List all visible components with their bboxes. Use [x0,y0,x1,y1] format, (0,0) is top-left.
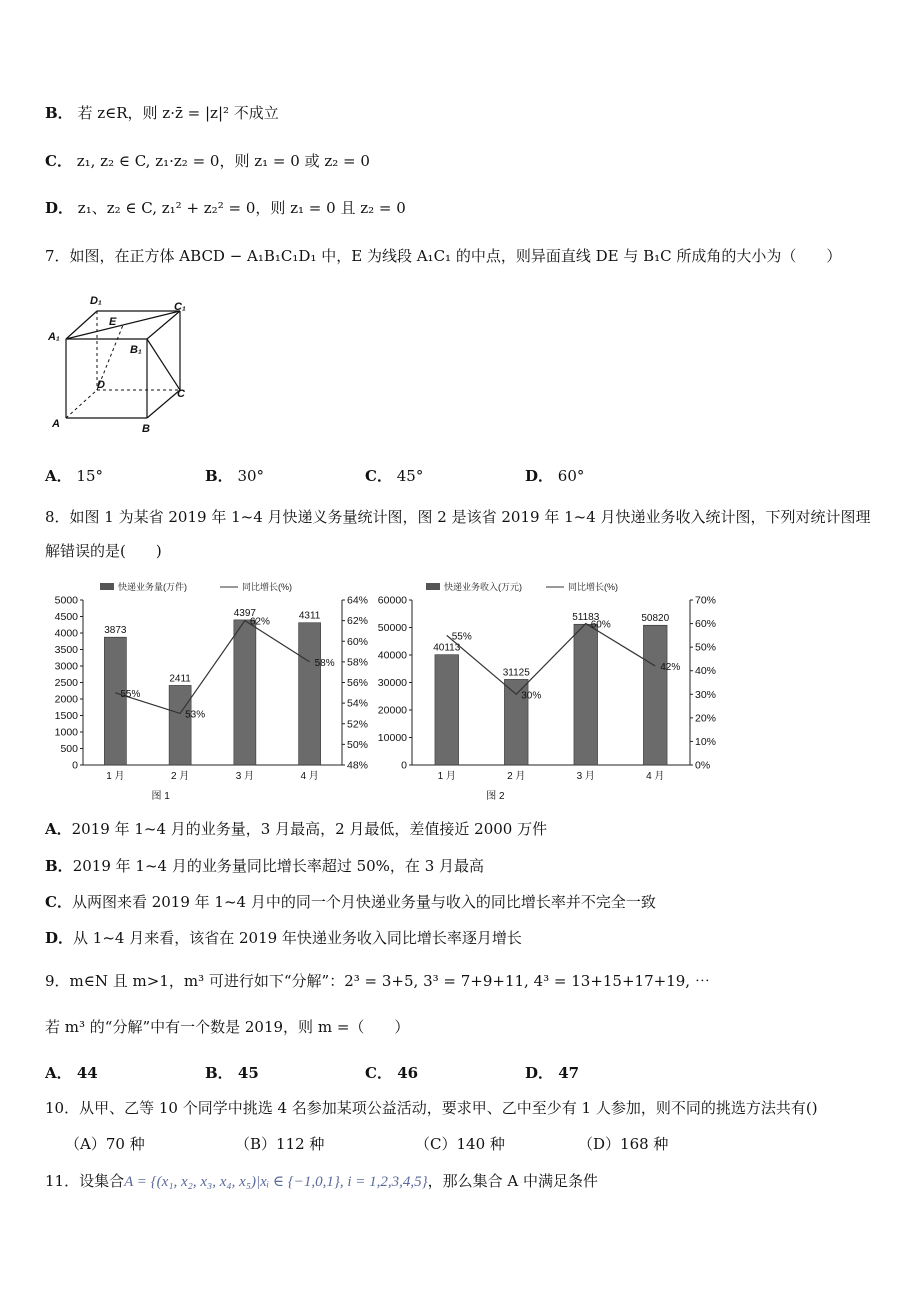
figure-caption: 图 1 [151,791,170,802]
q11-prefix: 11．设集合 [45,1172,125,1190]
q7-option-c: C． 45° [365,467,424,485]
option-letter: C． [45,152,72,170]
tick-label-right: 60% [695,618,717,631]
label-a: A [52,418,60,430]
category-label: 4 月 [300,771,319,782]
tick-label-left: 1000 [54,726,78,739]
tick-label-left: 10000 [377,732,407,744]
label-d: D [97,379,105,391]
q10-stem: 10．从甲、乙等 10 个同学中挑选 4 名参加某项公益活动，要求甲、乙中至少有 1 人参加，则不同的挑选方法共有() [45,1099,818,1117]
tick-label-left: 1500 [54,710,78,722]
legend-bar-label: 快递业务量(万件) [118,582,187,592]
q11-stem [45,1170,598,1193]
growth-value-label: 53% [185,709,206,721]
tick-label-right: 10% [695,735,717,748]
label-e: E [109,316,117,328]
bar [234,620,256,765]
category-label: 3 月 [576,771,595,782]
q9-option-d: D． 47 [525,1064,580,1082]
q6-option-d [45,197,406,219]
q11-suffix: ，那么集合 A 中满足条件 [427,1172,598,1190]
bar-value-label: 40113 [433,642,461,654]
q8-option-b: B．2019 年 1~4 月的业务量同比增长率超过 50%，在 3 月最高 [45,857,485,875]
q7-stem: 7．如图，在正方体 ABCD − A₁B₁C₁D₁ 中，E 为线段 A₁C₁ 的中点，则异面直线 DE 与 B₁C 所成角的大小为（ ） [45,247,842,265]
tick-label-right: 60% [347,635,369,648]
growth-value-label: 62% [249,616,270,628]
bar [104,637,126,765]
legend-bar-swatch [100,583,114,590]
tick-label-right: 50% [695,641,717,654]
q9-option-a: A． 44 [45,1064,98,1082]
tick-label-right: 52% [347,718,369,731]
tick-label-right: 64% [347,594,369,607]
bar [435,655,459,765]
growth-value-label: 55% [451,631,472,643]
option-letter: D． [45,199,74,217]
tick-label-right: 58% [347,656,369,669]
legend-line-label: 同比增长(%) [568,582,618,592]
label-d1: D₁ [90,295,102,307]
growth-line [447,624,656,695]
chart-figure-1 [45,578,380,808]
option-letter: B． [45,104,73,122]
legend-bar-label: 快递业务收入(万元) [444,582,522,592]
q11-set-expression: A = {(x₁, x₂, x₃, x₄, x₅)|xᵢ ∈ {−1,0,1}, i = 1,2,3,4,5} [124,1174,428,1190]
bar-value-label: 2411 [169,673,191,685]
cube-figure [42,293,202,443]
tick-label-right: 70% [695,594,717,607]
category-label: 1 月 [106,771,125,782]
q10-option-d: （D）168 种 [578,1135,669,1153]
option-text: 若 z∈R，则 z·z̄ = |z|² 不成立 [77,104,279,122]
tick-label-right: 50% [347,738,369,751]
growth-value-label: 58% [314,657,335,669]
tick-label-left: 2000 [54,693,78,706]
tick-label-right: 40% [695,665,717,678]
bar-value-label: 51183 [572,612,600,624]
tick-label-right: 54% [347,697,369,710]
category-label: 2 月 [507,771,526,782]
tick-label-left: 30000 [377,677,407,689]
tick-label-left: 2500 [54,677,78,689]
category-label: 1 月 [437,771,456,782]
tick-label-left: 3500 [54,644,78,656]
legend-bar-swatch [426,583,440,590]
tick-label-left: 50000 [377,622,407,634]
bar [299,623,321,765]
label-b: B [142,423,150,435]
tick-label-left: 20000 [377,704,407,717]
q8-option-d: D．从 1~4 月来看，该省在 2019 年快递业务收入同比增长率逐月增长 [45,929,522,947]
tick-label-left: 0 [401,759,407,772]
growth-value-label: 42% [660,662,681,673]
tick-label-left: 60000 [377,594,407,607]
bar [574,624,598,765]
growth-line [115,621,309,714]
q8-stem-line1: 8．如图 1 为某省 2019 年 1~4 月快递义务量统计图，图 2 是该省 2019 年 1~4 月快递业务收入统计图，下列对统计图理 [45,508,871,526]
category-label: 4 月 [646,771,665,782]
q6-option-b [45,102,279,124]
label-c1: C₁ [174,301,186,313]
bar-value-label: 4311 [298,610,321,622]
q10-option-b: （B）112 种 [235,1135,325,1153]
category-label: 3 月 [235,771,255,782]
tick-label-left: 40000 [377,649,407,662]
tick-label-right: 20% [695,712,717,725]
q9-option-c: C． 46 [365,1064,419,1082]
figure-caption: 图 2 [486,791,505,802]
tick-label-left: 4000 [54,627,78,640]
tick-label-left: 5000 [54,594,78,607]
label-c: C [177,388,185,400]
bar-value-label: 3873 [104,625,127,637]
tick-label-right: 30% [695,688,717,701]
q8-option-a: A．2019 年 1~4 月的业务量，3 月最高，2 月最低，差值接近 2000 万件 [45,820,548,838]
q10-option-a: （A）70 种 [65,1135,145,1153]
label-a1: A₁ [48,331,60,343]
tick-label-left: 0 [72,759,78,772]
tick-label-left: 3000 [54,660,78,673]
q9-option-b: B． 45 [205,1064,259,1082]
growth-value-label: 55% [120,688,141,700]
q10-option-c: （C）140 种 [415,1135,505,1153]
q7-option-d: D． 60° [525,467,585,485]
option-text: z₁, z₂ ∈ C, z₁·z₂ = 0，则 z₁ = 0 或 z₂ = 0 [76,152,370,170]
tick-label-right: 62% [347,615,369,628]
bar-value-label: 50820 [641,613,670,625]
tick-label-left: 4500 [54,611,78,623]
bar [169,685,191,765]
bar [643,625,667,765]
q8-option-c: C．从两图来看 2019 年 1~4 月中的同一个月快递业务量与收入的同比增长率并不完全一致 [45,893,656,911]
bar-value-label: 31125 [502,667,530,679]
tick-label-right: 48% [347,759,369,772]
q9-stem-line2: 若 m³ 的“分解”中有一个数是 2019，则 m =（ ） [45,1018,410,1036]
tick-label-right: 0% [695,759,711,772]
tick-label-right: 56% [347,677,369,689]
growth-value-label: 30% [521,690,542,702]
q7-option-a: A． 15° [45,467,104,485]
q8-stem-line2: 解错误的是( ) [45,542,162,560]
q7-option-b: B． 30° [205,467,265,485]
tick-label-left: 500 [60,743,78,755]
label-b1: B₁ [130,344,142,356]
category-label: 2 月 [170,771,190,782]
option-text: z₁、z₂ ∈ C, z₁² + z₂² = 0，则 z₁ = 0 且 z₂ = 0 [77,199,406,217]
q9-stem-line1: 9．m∈N 且 m>1，m³ 可进行如下“分解”：2³ = 3+5, 3³ = 7+9+11, 4³ = 13+15+17+19, ⋯ [45,972,710,990]
legend-line-label: 同比增长(%) [242,582,292,592]
chart-figure-2 [377,578,717,808]
q6-option-c [45,150,370,172]
growth-value-label: 60% [590,619,611,631]
bar-value-label: 4397 [233,607,256,619]
